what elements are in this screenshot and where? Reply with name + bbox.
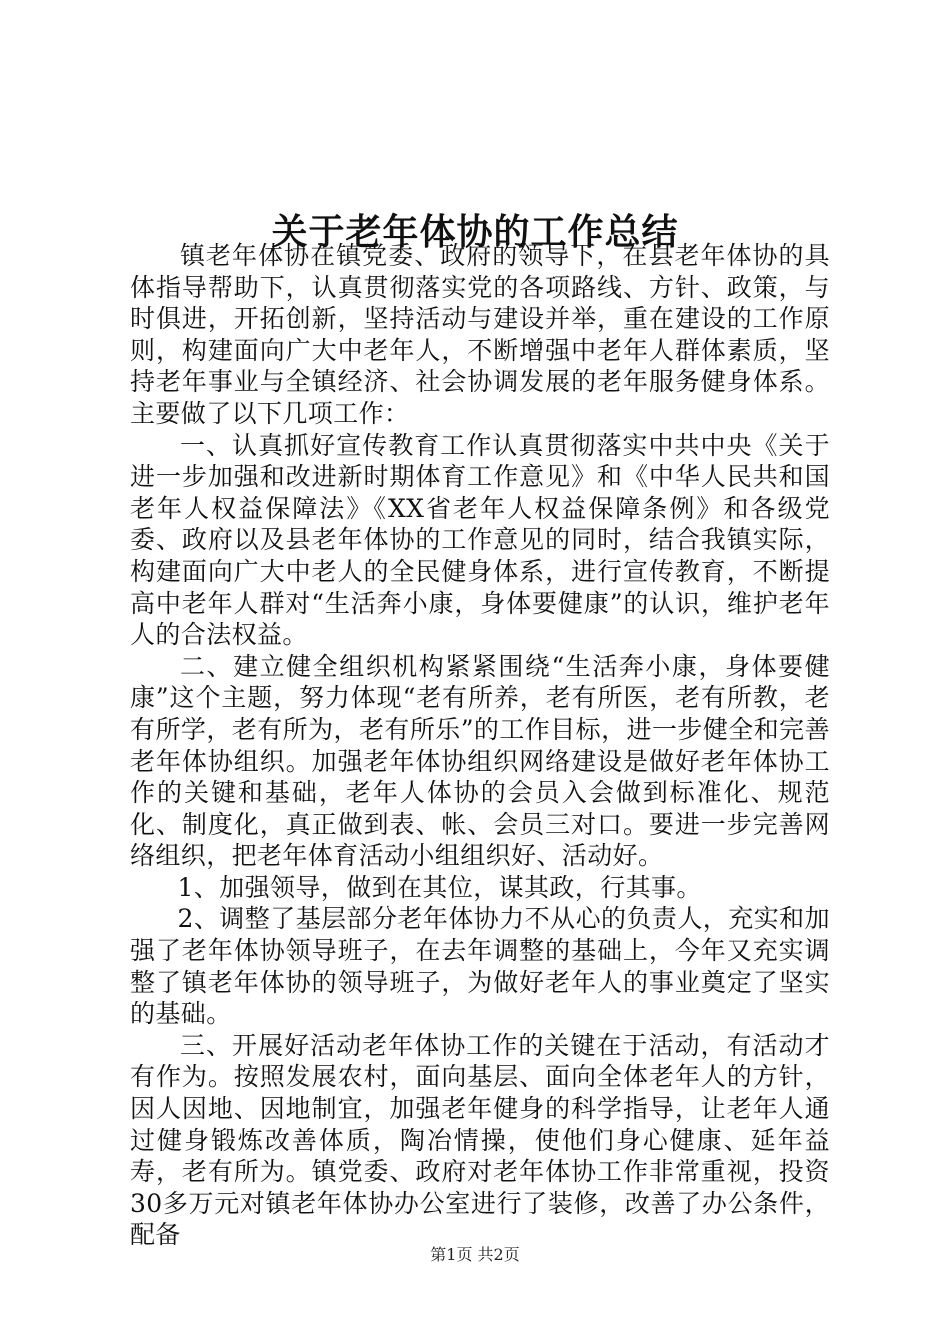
document-title: 关于老年体协的工作总结 bbox=[271, 211, 679, 254]
paragraph-item-1: 1、加强领导，做到在其位，谋其政，行其事。 bbox=[177, 872, 702, 902]
paragraph-item-2: 2、调整了基层部分老年体协力不从心的负责人，充实和加强了老年体协领导班子，在去年调整的基础上，今年又充实调整了镇老年体协的领导班子，为做好老年人的事业奠定了坚实的基础。 bbox=[130, 904, 830, 1029]
paragraph-section-2: 二、建立健全组织机构紧紧围绕“生活奔小康，身体要健康”这个主题，努力体现“老有所养，老有所医，老有所教，老有所学，老有所为，老有所乐”的工作目标，进一步健全和完善老年体协组织。加强老年体协组织网络建设是做好老年体协工作的关键和基础，老年人体协的会员入会做到标准化、规范化、制度化，真正做到表、帐、会员三对口。要进一步完善网络组织，把老年体育活动小组组织好、活动好。 bbox=[130, 651, 830, 871]
paragraph-section-3: 三、开展好活动老年体协工作的关键在于活动，有活动才有作为。按照发展农村，面向基层、面向全体老年人的方针，因人因地、因地制宜，加强老年健身的科学指导，让老年人通过健身锻炼改善体质，陶冶情操，使他们身心健康、延年益寿，老有所为。镇党委、政府对老年体协工作非常重视，投资30多万元对镇老年体协办公室进行了装修，改善了办公条件，配备 bbox=[130, 1030, 830, 1250]
paragraph-intro: 镇老年体协在镇党委、政府的领导下，在县老年体协的具体指导帮助下，认真贯彻落实党的各项路线、方针、政策，与时俱进，开拓创新，坚持活动与建设并举，重在建设的工作原则，构建面向广大中老年人，不断增强中老年人群体素质，坚持老年事业与全镇经济、社会协调发展的老年服务健身体系。主要做了以下几项工作： bbox=[130, 241, 830, 428]
document-body bbox=[130, 240, 830, 1251]
page-footer: 第1页 共2页 bbox=[430, 1245, 520, 1264]
paragraph-section-1: 一、认真抓好宣传教育工作认真贯彻落实中共中央《关于进一步加强和改进新时期体育工作意见》和《中华人民共和国老年人权益保障法》《XX省老年人权益保障条例》和各级党委、政府以及县老年体协的工作意见的同时，结合我镇实际，构建面向广大中老人的全民健身体系，进行宣传教育，不断提高中老年人群对“生活奔小康，身体要健康”的认识，维护老年人的合法权益。 bbox=[130, 430, 830, 650]
